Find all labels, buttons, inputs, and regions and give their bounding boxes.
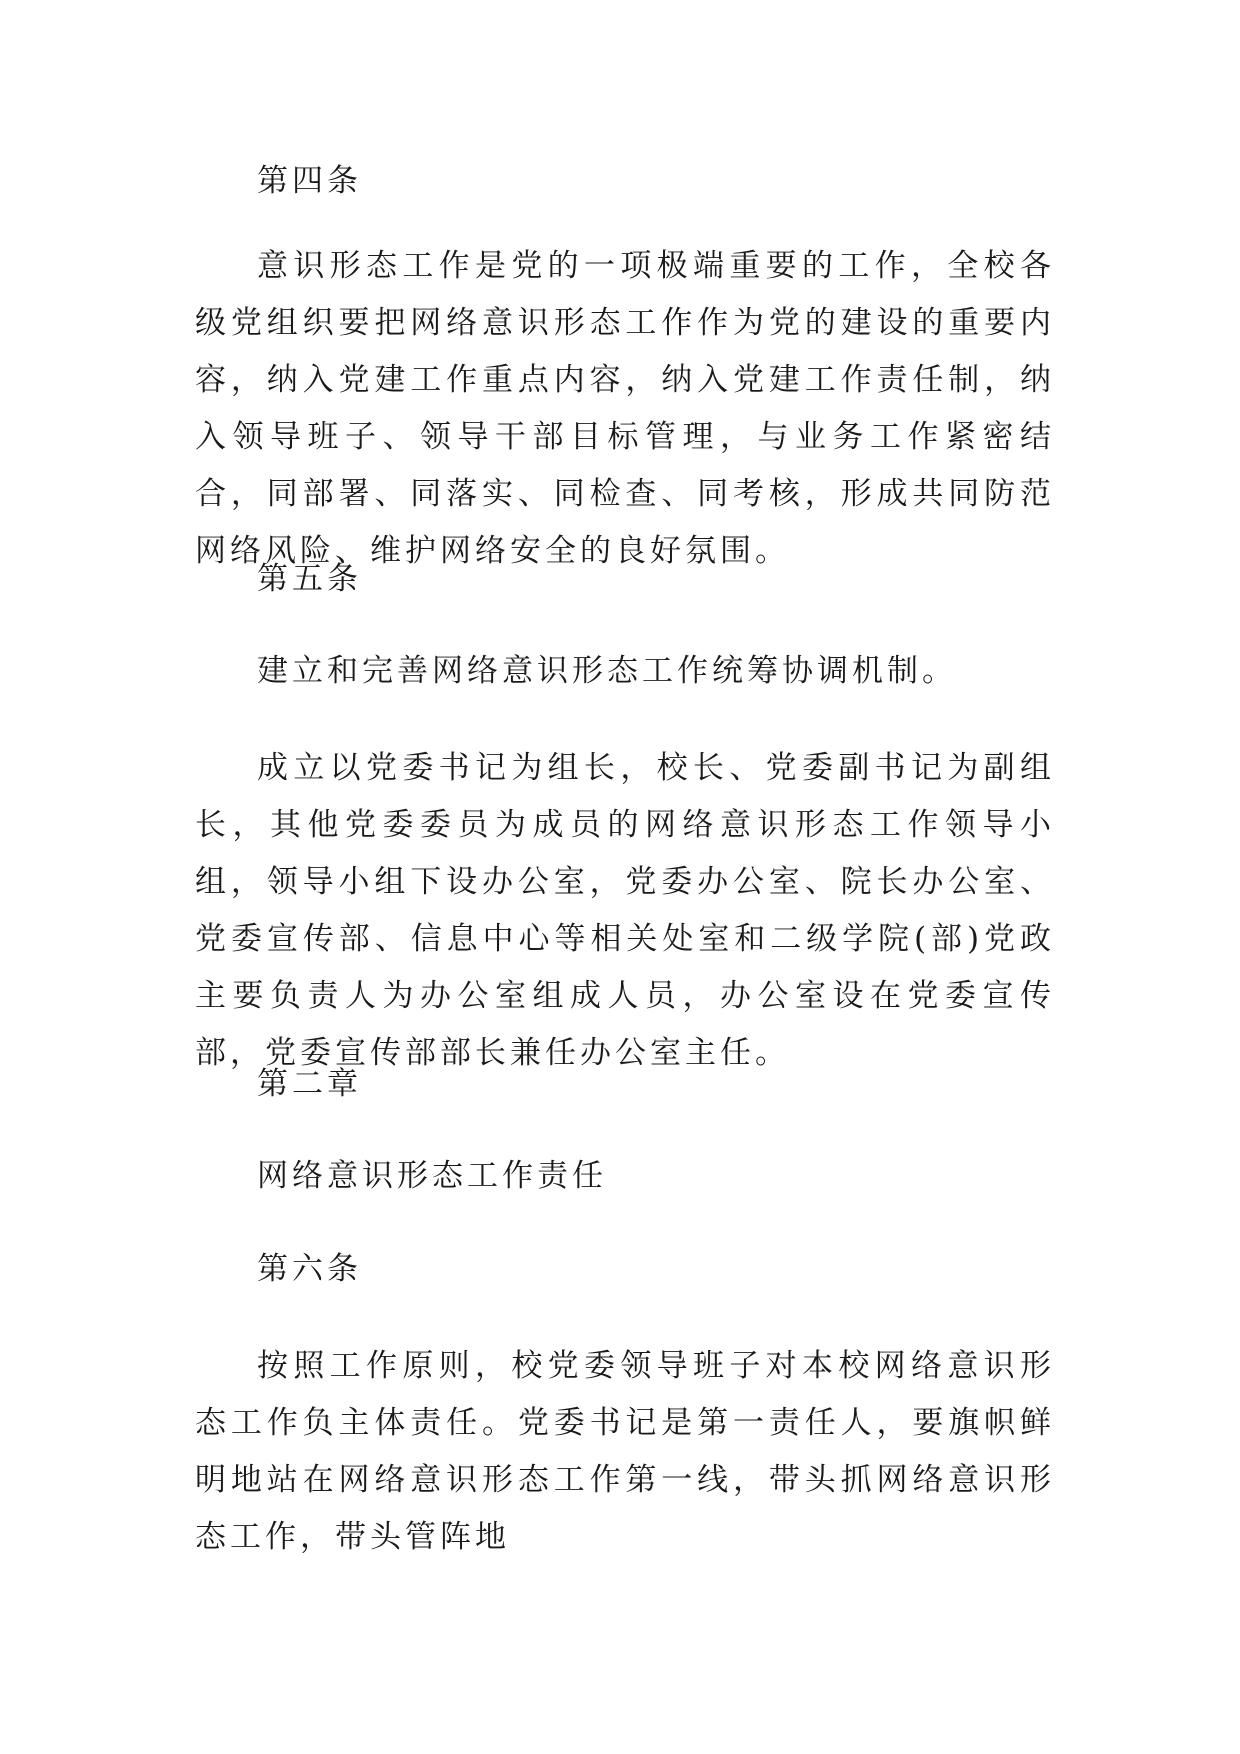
article-5-body-2: 成立以党委书记为组长，校长、党委副书记为副组长，其他党委委员为成员的网络意识形态工作领导小组，领导小组下设办公室，党委办公室、院长办公室、党委宣传部、信息中心等相关处室和二级学院(部)党政主要负责人为办公室组成人员，办公室设在党委宣传部，党委宣传部部长兼任办公室主任。	[195, 750, 1055, 1071]
article-6-heading: 第六条	[257, 1251, 362, 1287]
article-4-body: 意识形态工作是党的一项极端重要的工作，全校各级党组织要把网络意识形态工作作为党的建设的重要内容，纳入党建工作重点内容，纳入党建工作责任制，纳入领导班子、领导干部目标管理，与业务工作紧密结合，同部署、同落实、同检查、同考核，形成共同防范网络风险、维护网络安全的良好氛围。	[195, 248, 1055, 569]
article-5-heading: 第五条	[257, 561, 362, 597]
article-5-body-1: 建立和完善网络意识形态工作统筹协调机制。	[257, 653, 957, 689]
article-4-heading: 第四条	[257, 163, 362, 199]
article-6-body: 按照工作原则，校党委领导班子对本校网络意识形态工作负主体责任。党委书记是第一责任人，要旗帜鲜明地站在网络意识形态工作第一线，带头抓网络意识形态工作，带头管阵地	[195, 1348, 1055, 1555]
chapter-2-heading: 第二章	[257, 1066, 362, 1102]
chapter-2-title: 网络意识形态工作责任	[257, 1158, 607, 1194]
